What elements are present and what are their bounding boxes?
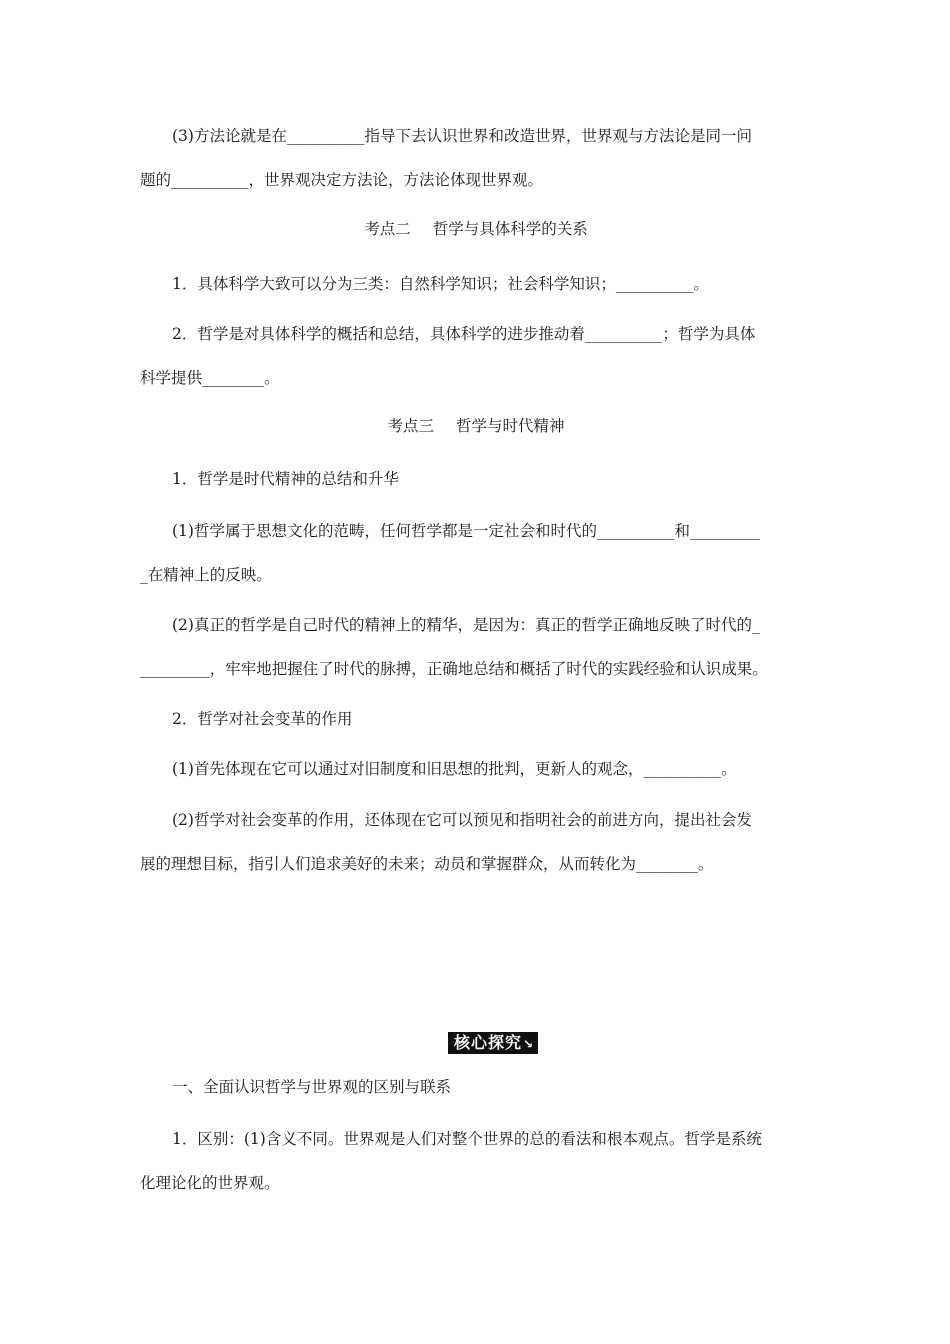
- arrow-down-right-icon: ↘: [523, 1037, 535, 1051]
- kaodian3-item1-p1-line1: (1)哲学属于思想文化的范畴，任何哲学都是一定社会和时代的__________和_________: [172, 522, 760, 540]
- kaodian3-item2-title: 2．哲学对社会变革的作用: [172, 710, 353, 728]
- core-item1-line1: 1．区别：(1)含义不同。世界观是人们对整个世界的总的看法和根本观点。哲学是系统: [172, 1130, 762, 1148]
- kaodian3-label: 考点三: [387, 417, 434, 435]
- kaodian2-heading: [140, 214, 812, 244]
- kaodian3-item1-title: 1．哲学是时代精神的总结和升华: [172, 470, 399, 488]
- kaodian3-item1-p2-line2: _________，牢牢地把握住了时代的脉搏，正确地总结和概括了时代的实践经验和认识成果。: [140, 660, 768, 678]
- kaodian2-item2-line2: 科学提供________。: [140, 369, 280, 387]
- core-item1-line2: 化理论化的世界观。: [140, 1174, 280, 1192]
- core-section-title: 一、全面认识哲学与世界观的区别与联系: [172, 1078, 452, 1096]
- kaodian3-heading: [140, 411, 812, 441]
- kaodian3-item1-p2-line1: (2)真正的哲学是自己时代的精神上的精华，是因为：真正的哲学正确地反映了时代的_: [172, 616, 760, 634]
- core-inquiry-label: 核心探究: [454, 1033, 523, 1052]
- kaodian2-label: 考点二: [364, 220, 411, 238]
- kaodian2-item1: 1．具体科学大致可以分为三类：自然科学知识；社会科学知识；__________。: [172, 275, 709, 293]
- kaodian2-title: 哲学与具体科学的关系: [432, 220, 588, 238]
- kaodian3-item2-p2-line2: 展的理想目标，指引人们追求美好的未来；动员和掌握群众，从而转化为________。: [140, 855, 714, 873]
- methodology-paragraph-line2: 题的__________，世界观决定方法论，方法论体现世界观。: [140, 171, 544, 189]
- core-inquiry-banner: [448, 1032, 538, 1054]
- kaodian3-item1-p1-line2: _在精神上的反映。: [140, 566, 272, 584]
- kaodian3-item2-p1: (1)首先体现在它可以通过对旧制度和旧思想的批判，更新人的观念，__________。: [172, 760, 737, 778]
- kaodian3-title: 哲学与时代精神: [456, 417, 565, 435]
- kaodian2-item2-line1: 2．哲学是对具体科学的概括和总结，具体科学的进步推动着__________；哲学为具体: [172, 325, 756, 343]
- methodology-paragraph-line1: (3)方法论就是在__________指导下去认识世界和改造世界，世界观与方法论是同一问: [172, 127, 752, 145]
- kaodian3-item2-p2-line1: (2)哲学对社会变革的作用，还体现在它可以预见和指明社会的前进方向，提出社会发: [172, 811, 752, 829]
